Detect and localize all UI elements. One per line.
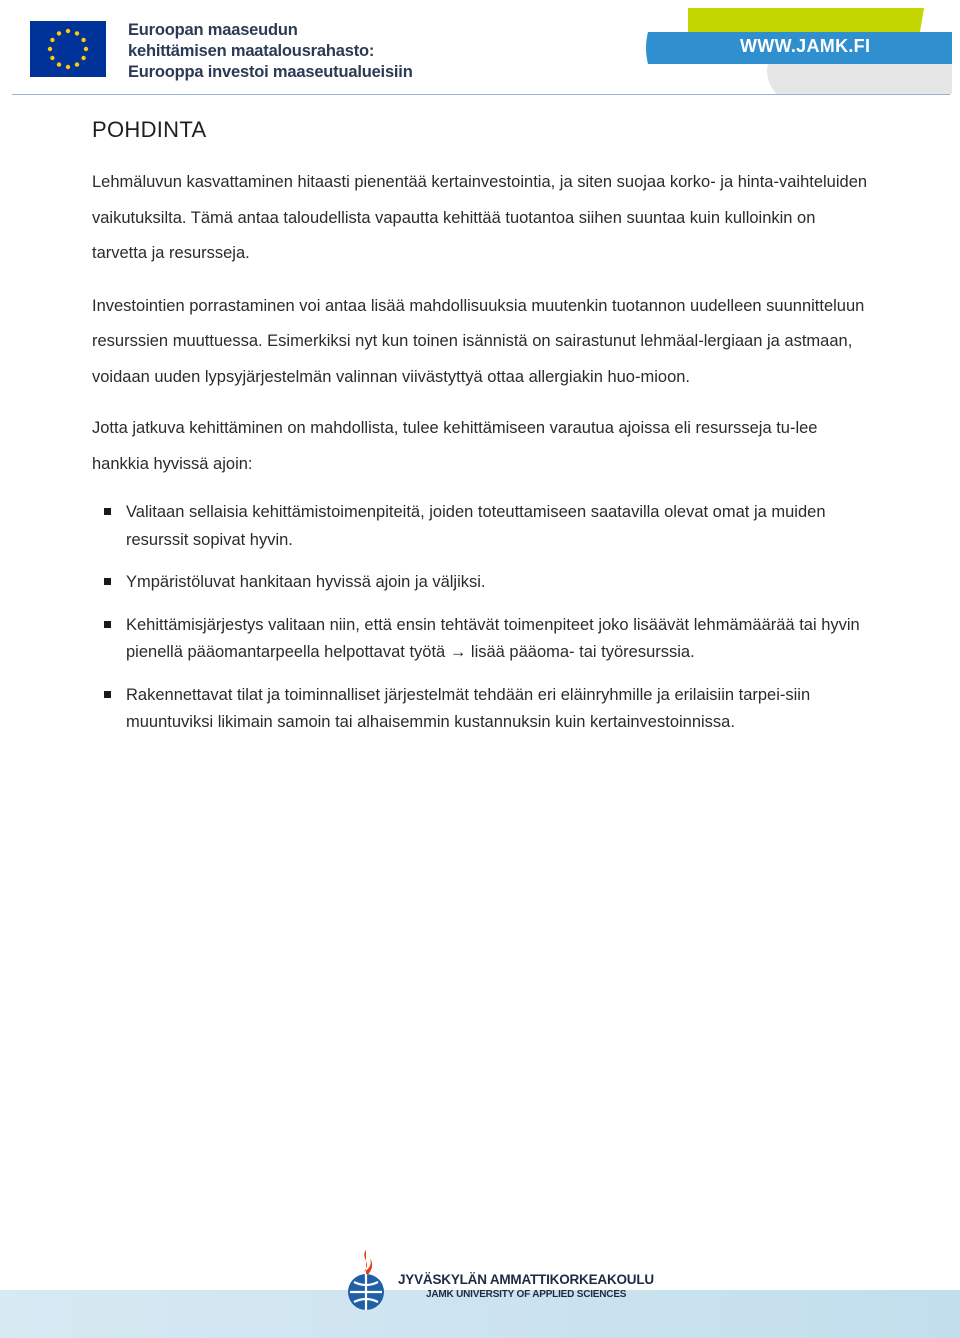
list-item-text: Ympäristöluvat hankitaan hyvissä ajoin ja väljiksi. — [126, 573, 486, 591]
bullet-square-icon — [104, 691, 111, 698]
site-url-link[interactable]: WWW.JAMK.FI — [740, 36, 871, 56]
page-title: POHDINTA — [92, 117, 207, 142]
eu-flag-icon — [30, 21, 106, 77]
main-content — [92, 112, 872, 752]
eu-line-2: kehittämisen maatalousrahasto: — [128, 42, 375, 60]
paragraph-2: Investointien porrastaminen voi antaa lisää mahdollisuuksia muutenkin tuotannon uudelleen suunnitteluun resurssien muuttuessa. Esimerkiksi nyt kun toinen isännistä on sairastunut lehmäal-lergiaan ja astmaan, voidaan uuden lypsyjärjestelmän valinnan viivästyttyä ottaa allergiakin huo-mioon. — [92, 296, 865, 386]
university-name: JYVÄSKYLÄN AMMATTIKORKEAKOULU — [398, 1272, 654, 1287]
list-item-text: Valitaan sellaisia kehittämistoimenpiteitä, joiden toteuttamiseen saatavilla olevat omat ja muiden resurssit sopivat hyvin. — [126, 503, 826, 549]
page-footer — [0, 1240, 960, 1338]
list-item — [92, 569, 872, 597]
eu-line-1: Euroopan maaseudun — [128, 21, 298, 39]
eu-line-3: Eurooppa investoi maaseutualueisiin — [128, 63, 413, 81]
eu-fund-text — [128, 20, 428, 83]
bullet-square-icon — [104, 621, 111, 628]
paragraph-3: Jotta jatkuva kehittäminen on mahdollista, tulee kehittämiseen varautua ajoissa eli resursseja tu-lee hankkia hyvissä ajoin: — [92, 419, 818, 473]
paragraph-1: Lehmäluvun kasvattaminen hitaasti pienentää kertainvestointia, ja siten suojaa korko- ja hinta-vaihteluiden vaikutuksilta. Tämä antaa taloudellista vapautta kehittää tuotantoa siihen suuntaa kuin kulloinkin on tarvetta ja resursseja. — [92, 173, 868, 262]
list-item — [92, 682, 872, 737]
bullet-square-icon — [104, 508, 111, 515]
page-header — [0, 0, 960, 100]
jamk-logo-icon — [342, 1248, 390, 1312]
list-item-text: Kehittämisjärjestys valitaan niin, että ensin tehtävät toimenpiteet joko lisäävät lehmämäärää tai hyvin pienellä pääomantarpeella helpottavat työtä → lisää pääoma- tai työresurssia. — [126, 615, 860, 661]
list-item — [92, 612, 872, 667]
university-subtitle: JAMK UNIVERSITY OF APPLIED SCIENCES — [426, 1289, 627, 1300]
list-item — [92, 499, 872, 554]
list-item-text: Rakennettavat tilat ja toiminnalliset järjestelmät tehdään eri eläinryhmille ja erilaisiin tarpei-siin muuntuviksi likimain samoin tai alhaisemmin kustannuksin kuin kertainvestoinnissa. — [126, 685, 811, 731]
header-divider — [12, 94, 950, 95]
bullet-list — [92, 499, 872, 737]
bullet-square-icon — [104, 578, 111, 585]
